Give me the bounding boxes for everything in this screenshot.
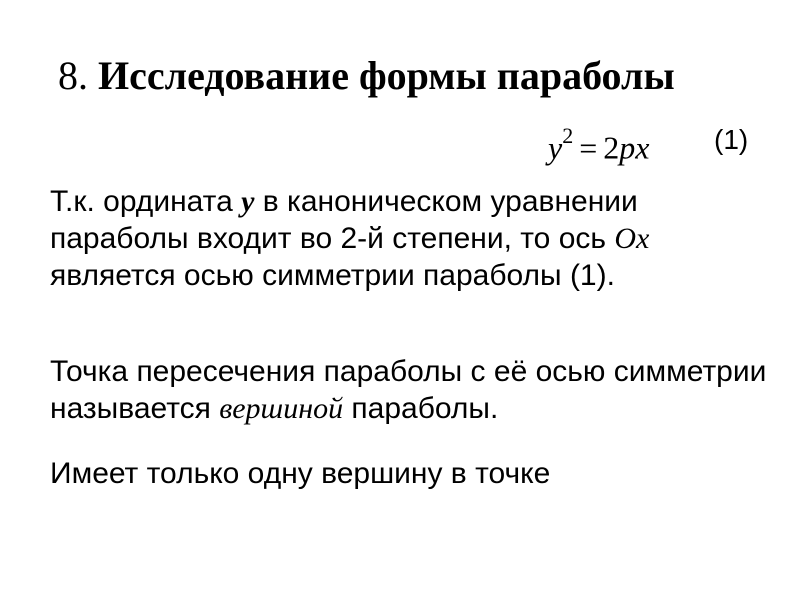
section-number: 8. (58, 53, 88, 98)
equation-rhs-variables: px (619, 129, 650, 166)
equation-coefficient: 2 (603, 129, 620, 166)
equation-lhs-variable: y (548, 129, 563, 166)
paragraph1-text-start: Т.к. ордината (50, 185, 242, 218)
equation-number: (1) (714, 124, 749, 155)
paragraph-single-vertex: Имеет только одну вершину в точке (50, 457, 551, 490)
title-text: Исследование формы параболы (98, 53, 675, 98)
paragraph1-text-end: является осью симметрии параболы (1). (50, 259, 615, 292)
paragraph-vertex-definition (50, 353, 770, 427)
slide-title (58, 48, 675, 104)
equation-row (548, 118, 768, 166)
vertex-term: вершиной (219, 392, 344, 425)
parabola-equation (548, 118, 649, 170)
equation-exponent: 2 (562, 123, 574, 148)
paragraph-symmetry-axis (50, 183, 770, 294)
ordinate-variable: y (241, 185, 255, 218)
equation-equals-sign: = (579, 129, 598, 166)
paragraph2-text-end: параболы. (343, 392, 499, 425)
paragraph1-text-middle: в каноническом уравнении параболы входит во 2-й степени, то ось (50, 185, 638, 255)
paragraph2-text-start: Точка пересечения параболы с её осью симметрии называется (50, 355, 767, 425)
axis-name: Ox (614, 222, 650, 255)
